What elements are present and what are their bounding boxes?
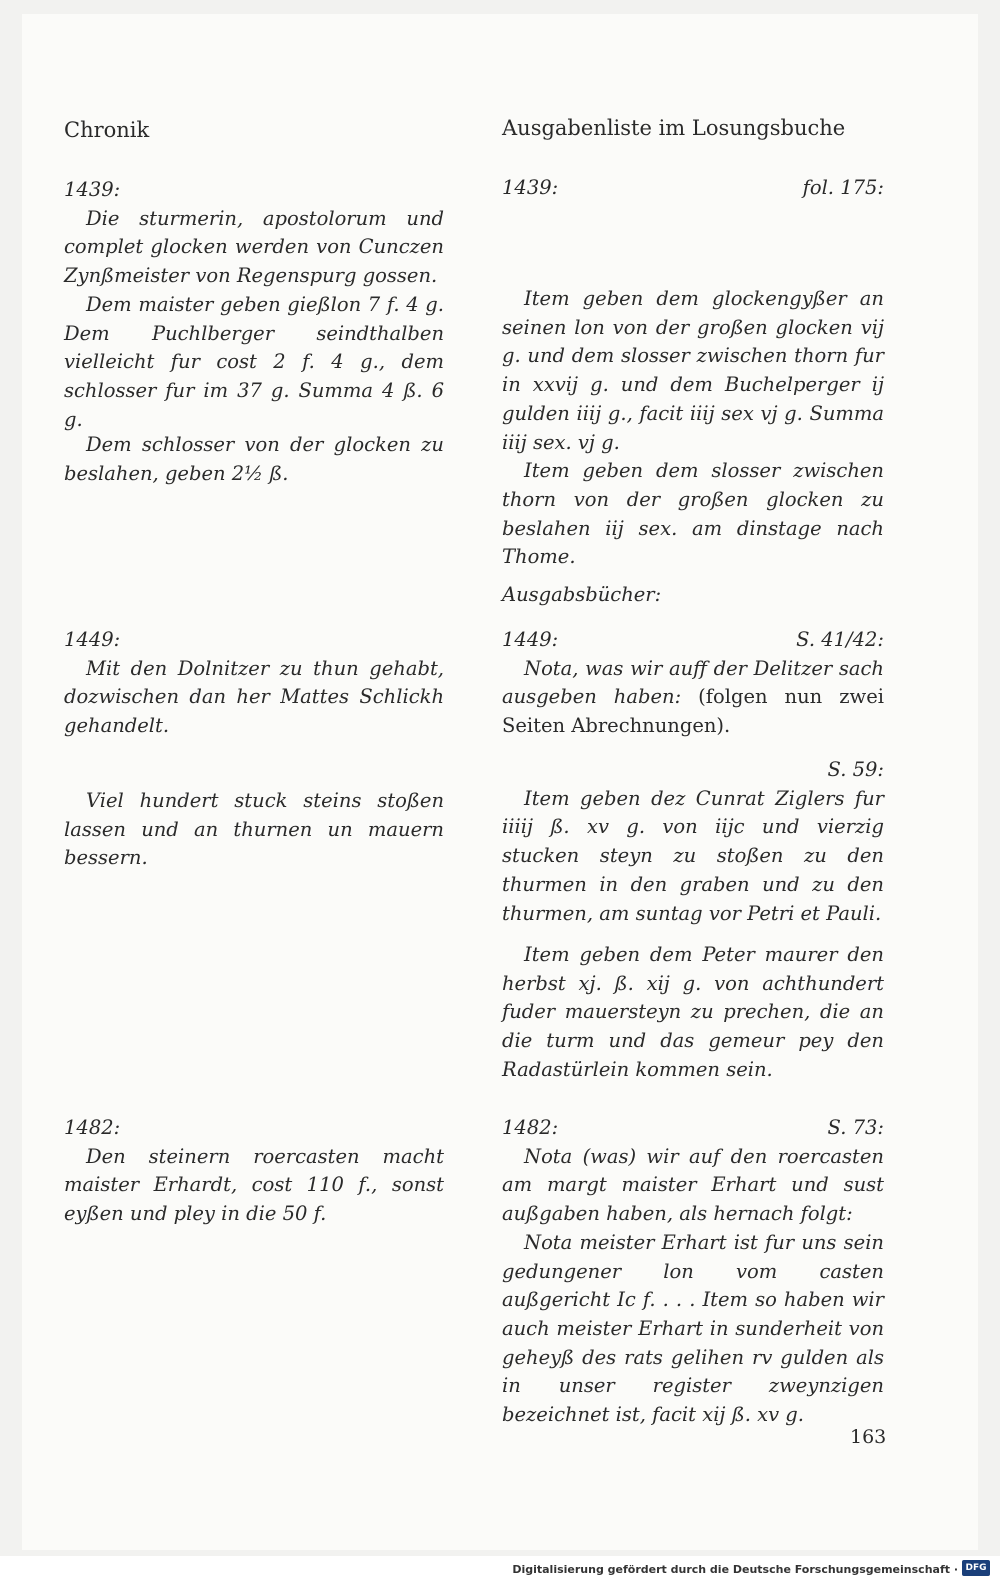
entry-year: 1449: bbox=[64, 628, 121, 651]
entry-paragraph: Nota meister Erhart ist fur uns sein gedungener lon vom casten außgericht Ic f. . . . Item so haben wir auch meister Erhart in sunderheit von geheyß des rats gelihen rv gulden als in unser register zweynzigen bezeichnet ist, facit xij ß. xv g. bbox=[502, 1230, 884, 1427]
entry-paragraph: Item geben dem glockengyßer an seinen lon von der großen glocken vij g. und dem slosser zwischen thorn fur in xxvij g. und dem Buchelperger ij gulden iiij g., facit iiij sex vj g. Summa iiij sex. vj g. bbox=[502, 287, 884, 454]
entry-year: 1482: bbox=[64, 1116, 121, 1139]
editorial-note: (folgen nun zwei Seiten Abrechnungen). bbox=[502, 685, 884, 738]
ausgaben-entry-1439-header bbox=[502, 174, 884, 203]
entry-paragraph: Dem schlosser von der glocken zu beslahen, geben 2½ ß. bbox=[64, 433, 444, 485]
book-page bbox=[22, 14, 978, 1550]
funding-credit: Digitalisierung gefördert durch die Deutsche Forschungsgemeinschaft · bbox=[512, 1563, 958, 1576]
entry-year: 1439: bbox=[502, 176, 559, 199]
entry-paragraph: Dem maister geben gießlon 7 f. 4 g. Dem Puchlberger seindthalben vielleicht fur cost 2 f. 4 g., dem schlosser fur im 37 g. Summa 4 ß. 6 g. bbox=[64, 292, 444, 431]
ausgaben-entry-1449-peter bbox=[502, 941, 884, 1085]
ausgaben-entry-1439 bbox=[502, 285, 884, 572]
entry-paragraph: Nota (was) wir auf den roercasten am margt maister Erhart und sust außgaben haben, als hernach folgt: bbox=[502, 1144, 884, 1226]
entry-paragraph bbox=[502, 655, 884, 741]
entry-paragraph: Item geben dem slosser zwischen thorn von der großen glocken zu beslahen iij sex. am dinstage nach Thome. bbox=[502, 459, 884, 569]
left-column-header: Chronik bbox=[64, 118, 150, 142]
page-number: 163 bbox=[850, 1426, 887, 1448]
chronik-entry-1439-note bbox=[64, 431, 444, 488]
entry-paragraph: Item geben dem Peter maurer den herbst xj. ß. xij g. von achthundert fuder mauersteyn zu prechen, die an die turm und das gemeur pey den Radastürlein kommen sein. bbox=[502, 943, 884, 1081]
page-reference: S. 73: bbox=[827, 1116, 884, 1139]
entry-paragraph: Den steinern roercasten macht maister Erhardt, cost 110 f., sonst eyßen und pley in die 50 f. bbox=[64, 1144, 444, 1226]
chronik-entry-1449-note bbox=[64, 787, 444, 873]
dfg-logo-icon: DFG bbox=[962, 1560, 990, 1576]
chronik-entry-1449 bbox=[64, 626, 444, 741]
ausgaben-entry-1449-s59 bbox=[502, 756, 884, 928]
chronik-entry-1482 bbox=[64, 1114, 444, 1229]
digitization-footer bbox=[0, 1556, 1000, 1586]
entry-year: 1449: bbox=[502, 628, 559, 651]
nota-italic: Nota, was wir auff der Delitzer sach ausgeben haben: bbox=[502, 656, 884, 709]
page-reference: S. 41/42: bbox=[796, 628, 884, 651]
entry-year: 1482: bbox=[502, 1116, 559, 1139]
entry-paragraph: Viel hundert stuck steins stoßen lassen und an thurnen un mauern bessern. bbox=[64, 789, 444, 870]
right-column-header: Ausgabenliste im Losungsbuche bbox=[502, 116, 846, 140]
entry-paragraph: Mit den Dolnitzer zu thun gehabt, dozwischen dan her Mattes Schlickh gehandelt. bbox=[64, 656, 444, 738]
ausgaben-entry-1482 bbox=[502, 1114, 884, 1430]
ausgaben-entry-1449 bbox=[502, 626, 884, 741]
entry-year: 1439: bbox=[64, 178, 121, 201]
chronik-entry-1439 bbox=[64, 176, 444, 434]
entry-paragraph: Item geben dez Cunrat Ziglers fur iiiij ß. xv g. von iijc und vierzig stucken steyn zu stoßen zu den thurmen in den graben und zu den thurmen, am suntag vor Petri et Pauli. bbox=[502, 786, 884, 925]
folio-reference: fol. 175: bbox=[802, 176, 884, 199]
entry-paragraph: Die sturmerin, apostolorum und complet glocken werden von Cunczen Zynßmeister von Regenspurg gossen. bbox=[64, 206, 444, 288]
page-reference: S. 59: bbox=[827, 758, 884, 781]
ausgabsbuecher-heading: Ausgabsbücher: bbox=[502, 583, 662, 606]
